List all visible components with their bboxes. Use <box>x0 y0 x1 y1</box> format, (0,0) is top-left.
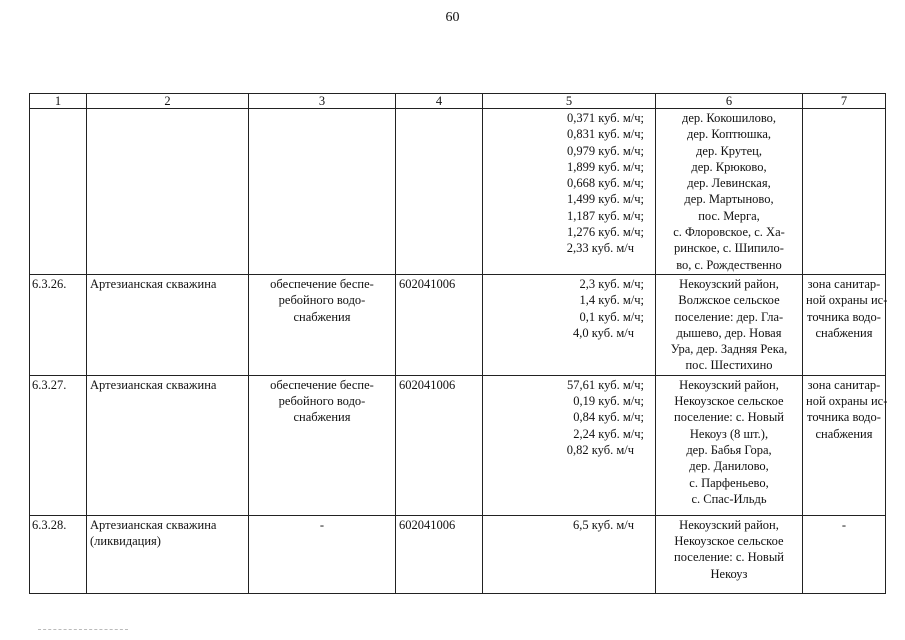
location-line: дер. Кокошилово, <box>681 111 777 125</box>
zone-line: ной охраны ис- <box>806 394 888 409</box>
zone-line: снабжения <box>815 325 873 340</box>
location-line: ринское, с. Шипило- <box>674 241 784 256</box>
zone-line: точника водо- <box>807 410 881 425</box>
purpose-line: ребойного водо- <box>278 293 366 308</box>
location-line: Некоуз <box>710 566 748 581</box>
location-line: дер. Крутец, <box>696 143 762 158</box>
purpose-cell <box>249 375 396 515</box>
location-line: поселение: дер. Гла- <box>674 309 784 324</box>
location-line: Некоузское сельское <box>674 394 784 409</box>
location-line: дер. Левинская, <box>687 176 771 191</box>
capacity-line: 0,979 куб. м/ч; <box>567 143 644 158</box>
zone-line: ной охраны ис- <box>806 293 888 308</box>
purpose-line: - <box>319 517 325 532</box>
object-name-cell <box>87 515 249 593</box>
capacity-cell <box>483 515 656 593</box>
location-line: с. Парфеньево, <box>689 475 769 490</box>
object-name-cell <box>87 109 249 275</box>
location-line: с. Спас-Ильдь <box>691 491 767 506</box>
location-line: Некоузский район, <box>679 276 779 291</box>
location-cell <box>656 274 803 375</box>
capacity-cell <box>483 375 656 515</box>
capacity-line: 0,831 куб. м/ч; <box>567 127 644 142</box>
capacity-line: 2,3 куб. м/ч; <box>579 276 644 291</box>
capacity-line: 2,33 куб. м/ч <box>566 241 634 256</box>
location-line: с. Флоровское, с. Ха- <box>673 225 785 240</box>
capacity-cell <box>483 274 656 375</box>
location-line: дер. Бабья Гора, <box>686 442 772 457</box>
code-cell: 602041006 <box>396 515 483 593</box>
object-name-line: Артезианская скважина <box>90 517 217 532</box>
zone-cell <box>803 109 886 275</box>
zone-line: - <box>841 517 847 532</box>
zone-cell <box>803 375 886 515</box>
zone-line: зона санитар- <box>807 377 881 392</box>
table-header-row <box>30 94 886 109</box>
location-line: пос. Мерга, <box>698 208 760 223</box>
header-cell: 1 <box>30 94 87 109</box>
table-row <box>30 109 886 275</box>
capacity-line: 0,1 куб. м/ч; <box>579 309 644 324</box>
location-line: во, с. Рождественно <box>676 257 782 272</box>
item-number-cell: 6.3.27. <box>30 375 87 515</box>
capacity-line: 2,24 куб. м/ч; <box>573 426 644 441</box>
capacity-line: 1,276 куб. м/ч; <box>567 225 644 240</box>
location-line: дер. Мартыново, <box>684 192 774 207</box>
code-cell <box>396 109 483 275</box>
capacity-line: 57,61 куб. м/ч; <box>567 377 644 392</box>
location-line: Волжское сельское <box>678 293 780 308</box>
zones-table <box>29 93 886 594</box>
capacity-cell <box>483 109 656 275</box>
capacity-line: 0,668 куб. м/ч; <box>567 176 644 191</box>
zone-cell <box>803 515 886 593</box>
location-cell <box>656 515 803 593</box>
item-number-cell <box>30 109 87 275</box>
location-line: дышево, дер. Новая <box>676 325 782 340</box>
item-number-cell: 6.3.26. <box>30 274 87 375</box>
header-cell: 5 <box>483 94 656 109</box>
capacity-line: 1,499 куб. м/ч; <box>567 192 644 207</box>
location-line: Некоузский район, <box>679 377 779 392</box>
location-line: Некоузский район, <box>679 517 779 532</box>
table-row <box>30 274 886 375</box>
purpose-cell <box>249 274 396 375</box>
capacity-line: 6,5 куб. м/ч <box>572 517 634 532</box>
capacity-line: 0,371 куб. м/ч; <box>567 111 644 125</box>
code-cell: 602041006 <box>396 375 483 515</box>
location-line: Некоуз (8 шт.), <box>689 426 769 441</box>
capacity-line: 0,19 куб. м/ч; <box>573 394 644 409</box>
footer-divider <box>38 629 128 630</box>
capacity-line: 0,82 куб. м/ч <box>566 442 634 457</box>
purpose-line: снабжения <box>293 410 351 425</box>
location-line: дер. Коптюшка, <box>686 127 772 142</box>
object-name-cell <box>87 375 249 515</box>
location-line: поселение: с. Новый <box>674 410 784 425</box>
purpose-cell <box>249 515 396 593</box>
location-line: пос. Шестихино <box>685 358 773 373</box>
capacity-line: 1,187 куб. м/ч; <box>567 208 644 223</box>
location-cell <box>656 109 803 275</box>
capacity-line: 0,84 куб. м/ч; <box>573 410 644 425</box>
location-line: дер. Данилово, <box>689 459 769 474</box>
header-cell: 7 <box>803 94 886 109</box>
object-name-cell <box>87 274 249 375</box>
item-number-cell: 6.3.28. <box>30 515 87 593</box>
capacity-line: 4,0 куб. м/ч <box>572 325 634 340</box>
zone-line: снабжения <box>815 426 873 441</box>
purpose-line: обеспечение беспе- <box>270 276 374 291</box>
header-cell: 4 <box>396 94 483 109</box>
purpose-cell <box>249 109 396 275</box>
location-line: поселение: с. Новый <box>674 550 784 565</box>
zone-line: зона санитар- <box>807 276 881 291</box>
location-line: Ура, дер. Задняя Река, <box>670 342 788 357</box>
location-line: дер. Крюково, <box>691 159 767 174</box>
location-line: Некоузское сельское <box>674 534 784 549</box>
code-cell: 602041006 <box>396 274 483 375</box>
capacity-line: 1,4 куб. м/ч; <box>579 293 644 308</box>
zone-line: точника водо- <box>807 309 881 324</box>
purpose-line: ребойного водо- <box>278 394 366 409</box>
object-name-line: (ликвидация) <box>90 534 161 549</box>
page-number: 60 <box>445 10 460 25</box>
header-cell: 6 <box>656 94 803 109</box>
zone-cell <box>803 274 886 375</box>
capacity-line: 1,899 куб. м/ч; <box>567 159 644 174</box>
location-cell <box>656 375 803 515</box>
table-row <box>30 375 886 515</box>
table-row <box>30 515 886 593</box>
object-name-line: Артезианская скважина <box>90 276 217 291</box>
purpose-line: снабжения <box>293 309 351 324</box>
header-cell: 2 <box>87 94 249 109</box>
purpose-line: обеспечение беспе- <box>270 377 374 392</box>
header-cell: 3 <box>249 94 396 109</box>
object-name-line: Артезианская скважина <box>90 377 217 392</box>
